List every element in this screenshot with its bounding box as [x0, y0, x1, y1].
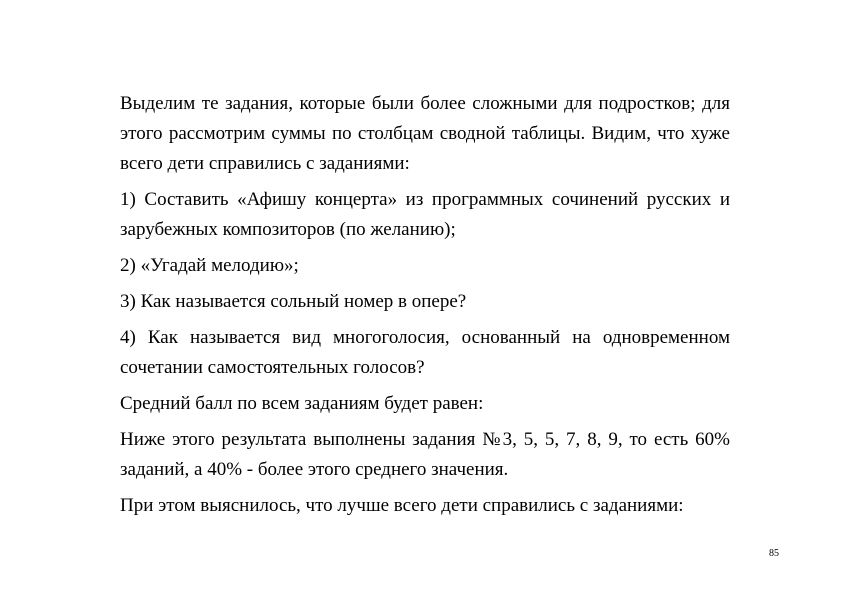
paragraph-item-4: 4) Как называется вид многоголосия, основанный на одновременном сочетании самостоятельных голосов? [120, 327, 730, 378]
body-text [120, 89, 730, 527]
paragraph-item-1: 1) Составить «Афишу концерта» из программных сочинений русских и зарубежных композиторов (по желанию); [120, 189, 730, 240]
paragraph-item-3: 3) Как называется сольный номер в опере? [120, 291, 467, 312]
paragraph-average: Средний балл по всем заданиям будет равен: [120, 393, 484, 414]
paragraph-below-average: Ниже этого результата выполнены задания №3, 5, 5, 7, 8, 9, то есть 60% заданий, а 40% - более этого среднего значения. [120, 429, 730, 480]
paragraph-item-2: 2) «Угадай мелодию»; [120, 255, 299, 276]
paragraph-best-tasks: При этом выяснилось, что лучше всего дети справились с заданиями: [120, 495, 684, 516]
paragraph-intro: Выделим те задания, которые были более сложными для подростков; для этого рассмотрим суммы по столбцам сводной таблицы. Видим, что хуже всего дети справились с заданиями: [120, 93, 730, 174]
page-number: 85 [769, 548, 779, 559]
